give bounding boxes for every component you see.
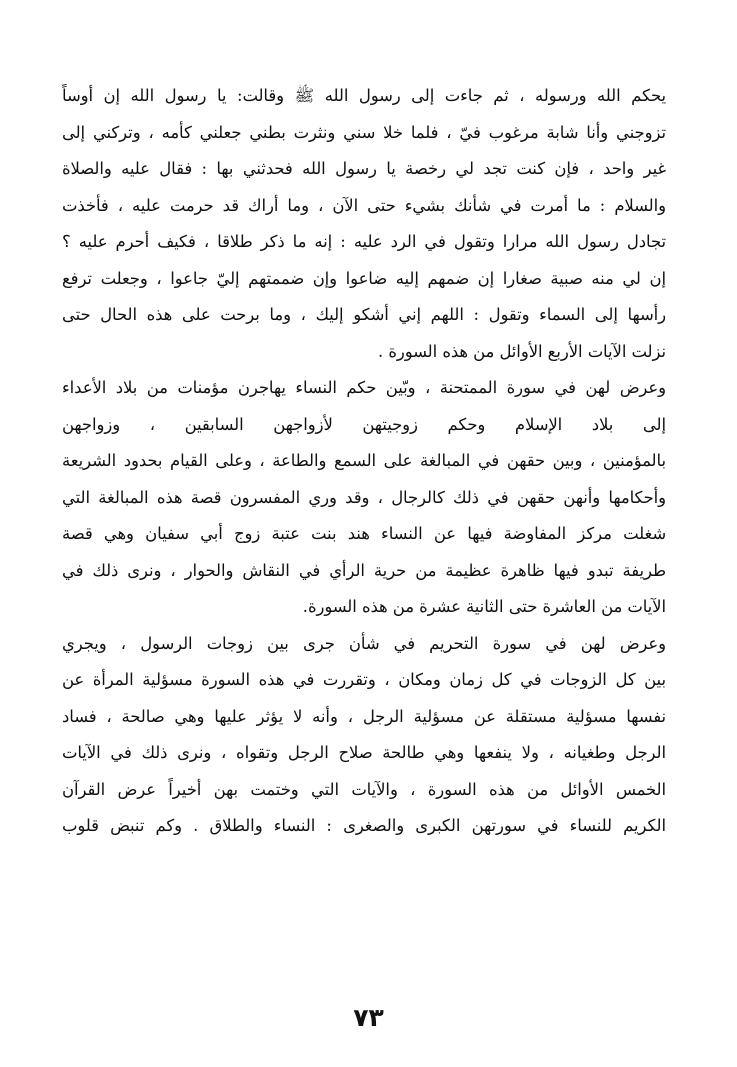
page-number: ٧٣: [353, 1003, 384, 1032]
text-line: تزوجني وأنا شابة مرغوب فيّ ، فلما خلا سني ونثرت بطني جعلني كأمه ، وتركني إلى: [62, 122, 666, 142]
text-line: وأحكامها وأنهن حقهن في ذلك كالرجال ، وقد وري المفسرون قصة هذه المبالغة التي: [62, 487, 666, 507]
text-line: وعرض لهن في سورة الممتحنة ، وبّين حكم النساء يهاجرن مؤمنات من بلاد الأعداء: [62, 378, 666, 397]
text-line: تجادل رسول الله مرارا وتقول في الرد عليه : إنه ما ذكر طلاقا ، فكيف أحرم عليه ؟: [62, 232, 666, 251]
text-line: نفسها مسؤلية مستقلة عن مسؤلية الرجل ، وأنه لا يؤثر عليها وهي صالحة ، فساد: [62, 706, 666, 726]
text-line: بين كل الزوجات في كل زمان ومكان ، وتقررت في هذه السورة مسؤلية المرأة عن: [62, 670, 666, 689]
text-line: غير واحد ، فإن كنت تجد لي رخصة يا رسول الله فحدثني بها : فقال عليه والصلاة: [62, 159, 666, 178]
text-line: بالمؤمنين ، وبين حقهن في المبالغة على السمع والطاعة ، وعلى القيام بحدود الشريعة: [62, 451, 666, 470]
text-line: الخمس الأوائل من هذه السورة ، والآيات التي وختمت بهن أخيراً عرض القرآن: [62, 779, 666, 799]
text-line: وعرض لهن في سورة التحريم في شأن جرى بين زوجات الرسول ، ويجري: [62, 633, 666, 653]
text-line: إن لي منه صبية صغارا إن ضمهم إليه ضاعوا وإن ضممتهم إليّ جاعوا ، وجعلت ترفع: [62, 268, 666, 288]
text-line: الآيات من العاشرة حتى الثانية عشرة من هذه السورة.: [302, 597, 666, 616]
text-line: إلى بلاد الإسلام وحكم زوجيتهن لأزواجهن السابقين ، وزواجهن: [62, 414, 666, 434]
body-text: [62, 78, 666, 845]
text-line: يحكم الله ورسوله ، ثم جاءت إلى رسول الله ﷺ وقالت: يا رسول الله إن أوساً: [62, 86, 666, 105]
text-line: رأسها إلى السماء وتقول : اللهم إني أشكو إليك ، وما برحت على هذه الحال حتى: [62, 305, 666, 324]
text-line: الكريم للنساء في سورتهن الكبرى والصغرى : النساء والطلاق . وكم تنبض قلوب: [62, 816, 666, 835]
text-line: نزلت الآيات الأربع الأوائل من هذه السورة .: [377, 341, 666, 361]
text-line: الرجل وطغيانه ، ولا ينفعها وهي طالحة صلاح الرجل وتقواه ، ونرى ذلك في الآيات: [62, 743, 666, 762]
text-line: شغلت مركز المفاوضة فيها عن النساء هند بنت عتبة زوج أبي سفيان وهي قصة: [62, 524, 666, 543]
text-line: طريفة تبدو فيها ظاهرة عظيمة من حرية الرأي في النقاش والحوار ، ونرى ذلك في: [62, 560, 666, 580]
text-line: والسلام : ما أمرت في شأنك بشيء حتى الآن ، وما أراك قد حرمت عليه ، فأخذت: [62, 195, 666, 215]
